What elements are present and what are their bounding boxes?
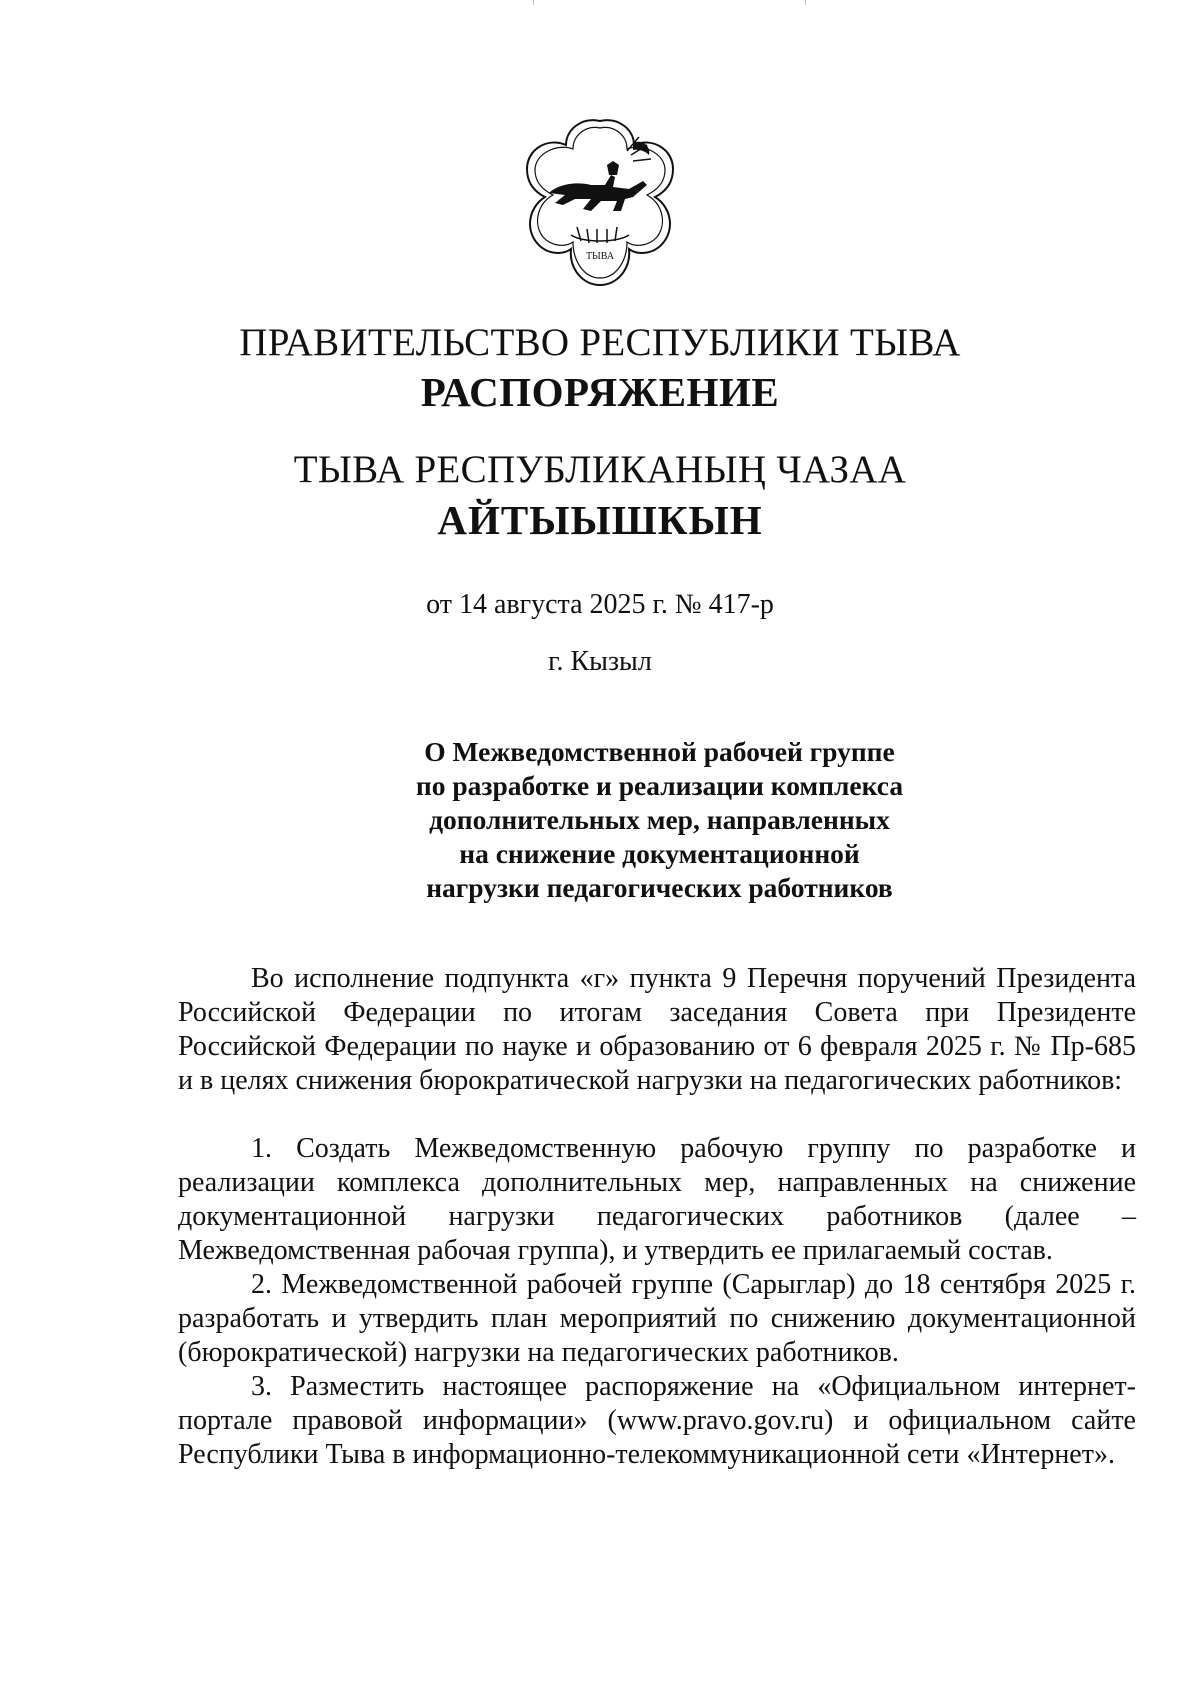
document-type-ru: РАСПОРЯЖЕНИЕ <box>420 369 780 415</box>
list-item: 2. Межведомственной рабочей группе (Сарыглар) до 18 сентября 2025 г. разработать и утвердить план мероприятий по снижению документационной (бюрократической) нагрузки на педагогических работников. <box>178 1269 1136 1368</box>
document-city: г. Кызыл <box>548 646 652 677</box>
document-date-number: от 14 августа 2025 г. № 417-р <box>426 589 774 620</box>
title-line: на снижение документационной <box>459 838 860 869</box>
list-item: 1. Создать Межведомственную рабочую группу по разработке и реализации комплекса дополнительных мер, направленных на снижение документационной нагрузки педагогических работников (далее – Межведомственная рабочая группа), и утвердить ее прилагаемый состав. <box>178 1133 1136 1266</box>
list-item: 3. Разместить настоящее распоряжение на «Официальном интернет-портале правовой информации» (www.pravo.gov.ru) и официальном сайте Республики Тыва в информационно-телекоммуникационной сети «Интернет». <box>178 1371 1136 1470</box>
document-type-tyv: АЙТЫЫШКЫН <box>437 497 763 543</box>
preamble-paragraph: Во исполнение подпункта «г» пункта 9 Перечня поручений Президента Российской Федерации по итогам заседания Совета при Президенте Российской Федерации по науке и образованию от 6 февраля 2025 г. № Пр-685 и в целях снижения бюрократической нагрузки на педагогических работников: <box>178 963 1136 1096</box>
scan-mark <box>805 0 806 5</box>
document-title <box>400 735 919 905</box>
emblem-label: ТЫВА <box>585 251 615 262</box>
document-body <box>178 962 1136 1472</box>
title-line: О Межведомственной рабочей группе <box>424 736 895 767</box>
organization-name-ru: ПРАВИТЕЛЬСТВО РЕСПУБЛИКИ ТЫВА <box>239 321 961 364</box>
tuva-emblem-icon <box>521 115 680 293</box>
organization-name-tyv: ТЫВА РЕСПУБЛИКАНЫҢ ЧАЗАА <box>293 448 907 491</box>
scan-mark <box>533 0 534 5</box>
title-line: по разработке и реализации комплекса <box>415 770 904 801</box>
title-line: нагрузки педагогических работников <box>426 872 893 903</box>
title-line: дополнительных мер, направленных <box>429 804 890 835</box>
